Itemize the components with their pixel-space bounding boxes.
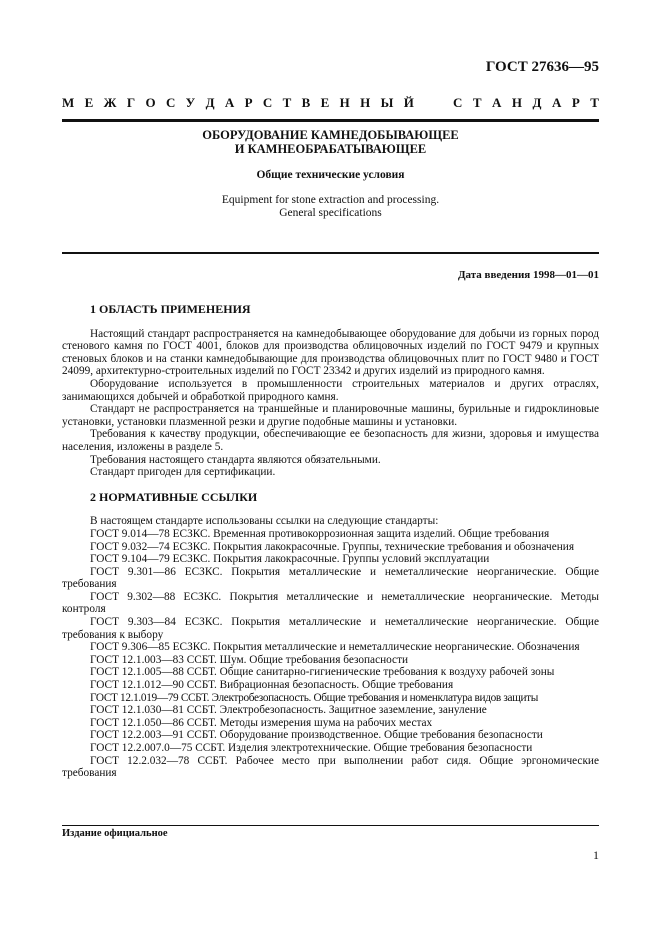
section-1-paragraph: Стандарт пригоден для сертификации. — [90, 466, 276, 479]
reference-item: ГОСТ 12.1.050—86 ССБТ. Методы измерения шума на рабочих местах — [90, 716, 433, 729]
english-title — [62, 194, 599, 220]
title-line-1: ОБОРУДОВАНИЕ КАМНЕДОБЫВАЮЩЕЕ — [202, 128, 459, 142]
section-1-paragraph: Требования к качеству продукции, обеспечивающие ее безопасность для жизни, здоровья и имущества населения, изложены в разделе 5. — [62, 428, 599, 453]
standard-category — [62, 95, 599, 111]
english-title-line-1: Equipment for stone extraction and processing. — [221, 194, 440, 206]
reference-item: ГОСТ 9.301—86 ЕСЗКС. Покрытия металлические и неметаллические неорганические. Общие требования — [62, 565, 599, 591]
section-1-paragraph: Требования настоящего стандарта являются обязательными. — [90, 453, 381, 466]
section-1-heading: 1 ОБЛАСТЬ ПРИМЕНЕНИЯ — [90, 302, 251, 316]
document-body — [62, 297, 599, 780]
page-number: 1 — [593, 848, 599, 862]
reference-item: ГОСТ 9.104—79 ЕСЗКС. Покрытия лакокрасочные. Группы условий эксплуатации — [90, 553, 490, 566]
category-word-standard: С Т А Н Д А Р Т — [453, 95, 599, 110]
reference-item: ГОСТ 12.2.003—91 ССБТ. Оборудование производственное. Общие требования безопасности — [90, 729, 543, 742]
reference-item: ГОСТ 12.2.007.0—75 ССБТ. Изделия электротехнические. Общие требования безопасности — [90, 742, 533, 754]
reference-item: ГОСТ 9.032—74 ЕСЗКС. Покрытия лакокрасочные. Группы, технические требования и обозначения — [90, 540, 575, 553]
introduction-date: Дата введения 1998—01—01 — [457, 269, 599, 281]
gost-number: ГОСТ 27636—95 — [485, 59, 599, 75]
reference-item: ГОСТ 12.1.012—90 ССБТ. Вибрационная безопасность. Общие требования — [90, 679, 454, 692]
reference-item: ГОСТ 9.302—88 ЕСЗКС. Покрытия металлические и неметаллические неорганические. Методы контроля — [62, 590, 599, 616]
document-subtitle: Общие технические условия — [256, 169, 405, 181]
document-title — [62, 128, 599, 156]
section-2-intro: В настоящем стандарте использованы ссылки на следующие стандарты: — [90, 515, 439, 528]
section-1-paragraph: Настоящий стандарт распространяется на камнедобывающее оборудование для добычи из горных пород стенового камня по ГОСТ 4001, блоков для производства облицовочных изделий по ГОСТ 9479 и крупных стеновых блоков и на станки камнедобывающие для производства облицовочных плит по ГОСТ 9480 и ГОСТ 24099, архитектурно-строительных изделий по ГОСТ 23342 и других изделий из природного камня. — [62, 327, 599, 378]
reference-item: ГОСТ 12.1.030—81 ССБТ. Электробезопасность. Защитное заземление, зануление — [90, 704, 487, 717]
edition-label: Издание официальное — [62, 828, 168, 839]
reference-item: ГОСТ 9.306—85 ЕСЗКС. Покрытия металлические и неметаллические неорганические. Обозначения — [90, 641, 580, 654]
reference-item: ГОСТ 9.303—84 ЕСЗКС. Покрытия металлические и неметаллические неорганические. Общие требования к выбору — [62, 616, 599, 641]
reference-item: ГОСТ 12.1.003—83 ССБТ. Шум. Общие требования безопасности — [90, 653, 409, 666]
header-rule — [62, 119, 599, 122]
section-2-heading: 2 НОРМАТИВНЫЕ ССЫЛКИ — [90, 489, 258, 504]
section-1-paragraph: Оборудование используется в промышленности строительных материалов и других отраслях, занимающихся добычей и обработкой природного камня. — [62, 377, 599, 403]
footer-rule — [62, 825, 599, 826]
reference-item: ГОСТ 9.014—78 ЕСЗКС. Временная противокоррозионная защита изделий. Общие требования — [90, 527, 550, 540]
category-word-interstate: М Е Ж Г О С У Д А Р С Т В Е Н Н Ы Й — [62, 95, 414, 110]
reference-item: ГОСТ 12.1.019—79 ССБТ. Электробезопасность. Общие требования и номенклатура видов защиты — [90, 691, 538, 704]
title-rule — [62, 252, 599, 254]
reference-item: ГОСТ 12.1.005—88 ССБТ. Общие санитарно-гигиенические требования к воздуху рабочей зоны — [90, 666, 555, 679]
title-line-2: И КАМНЕОБРАБАТЫВАЮЩЕЕ — [234, 142, 427, 156]
english-title-line-2: General specifications — [279, 207, 382, 219]
reference-item: ГОСТ 12.2.032—78 ССБТ. Рабочее место при выполнении работ сидя. Общие эргономические требования — [62, 754, 599, 780]
section-1-paragraph: Стандарт не распространяется на траншейные и планировочные машины, бурильные и гидроклиновые установки, установки плазменной резки и другие подобные машины и установки. — [62, 403, 599, 428]
